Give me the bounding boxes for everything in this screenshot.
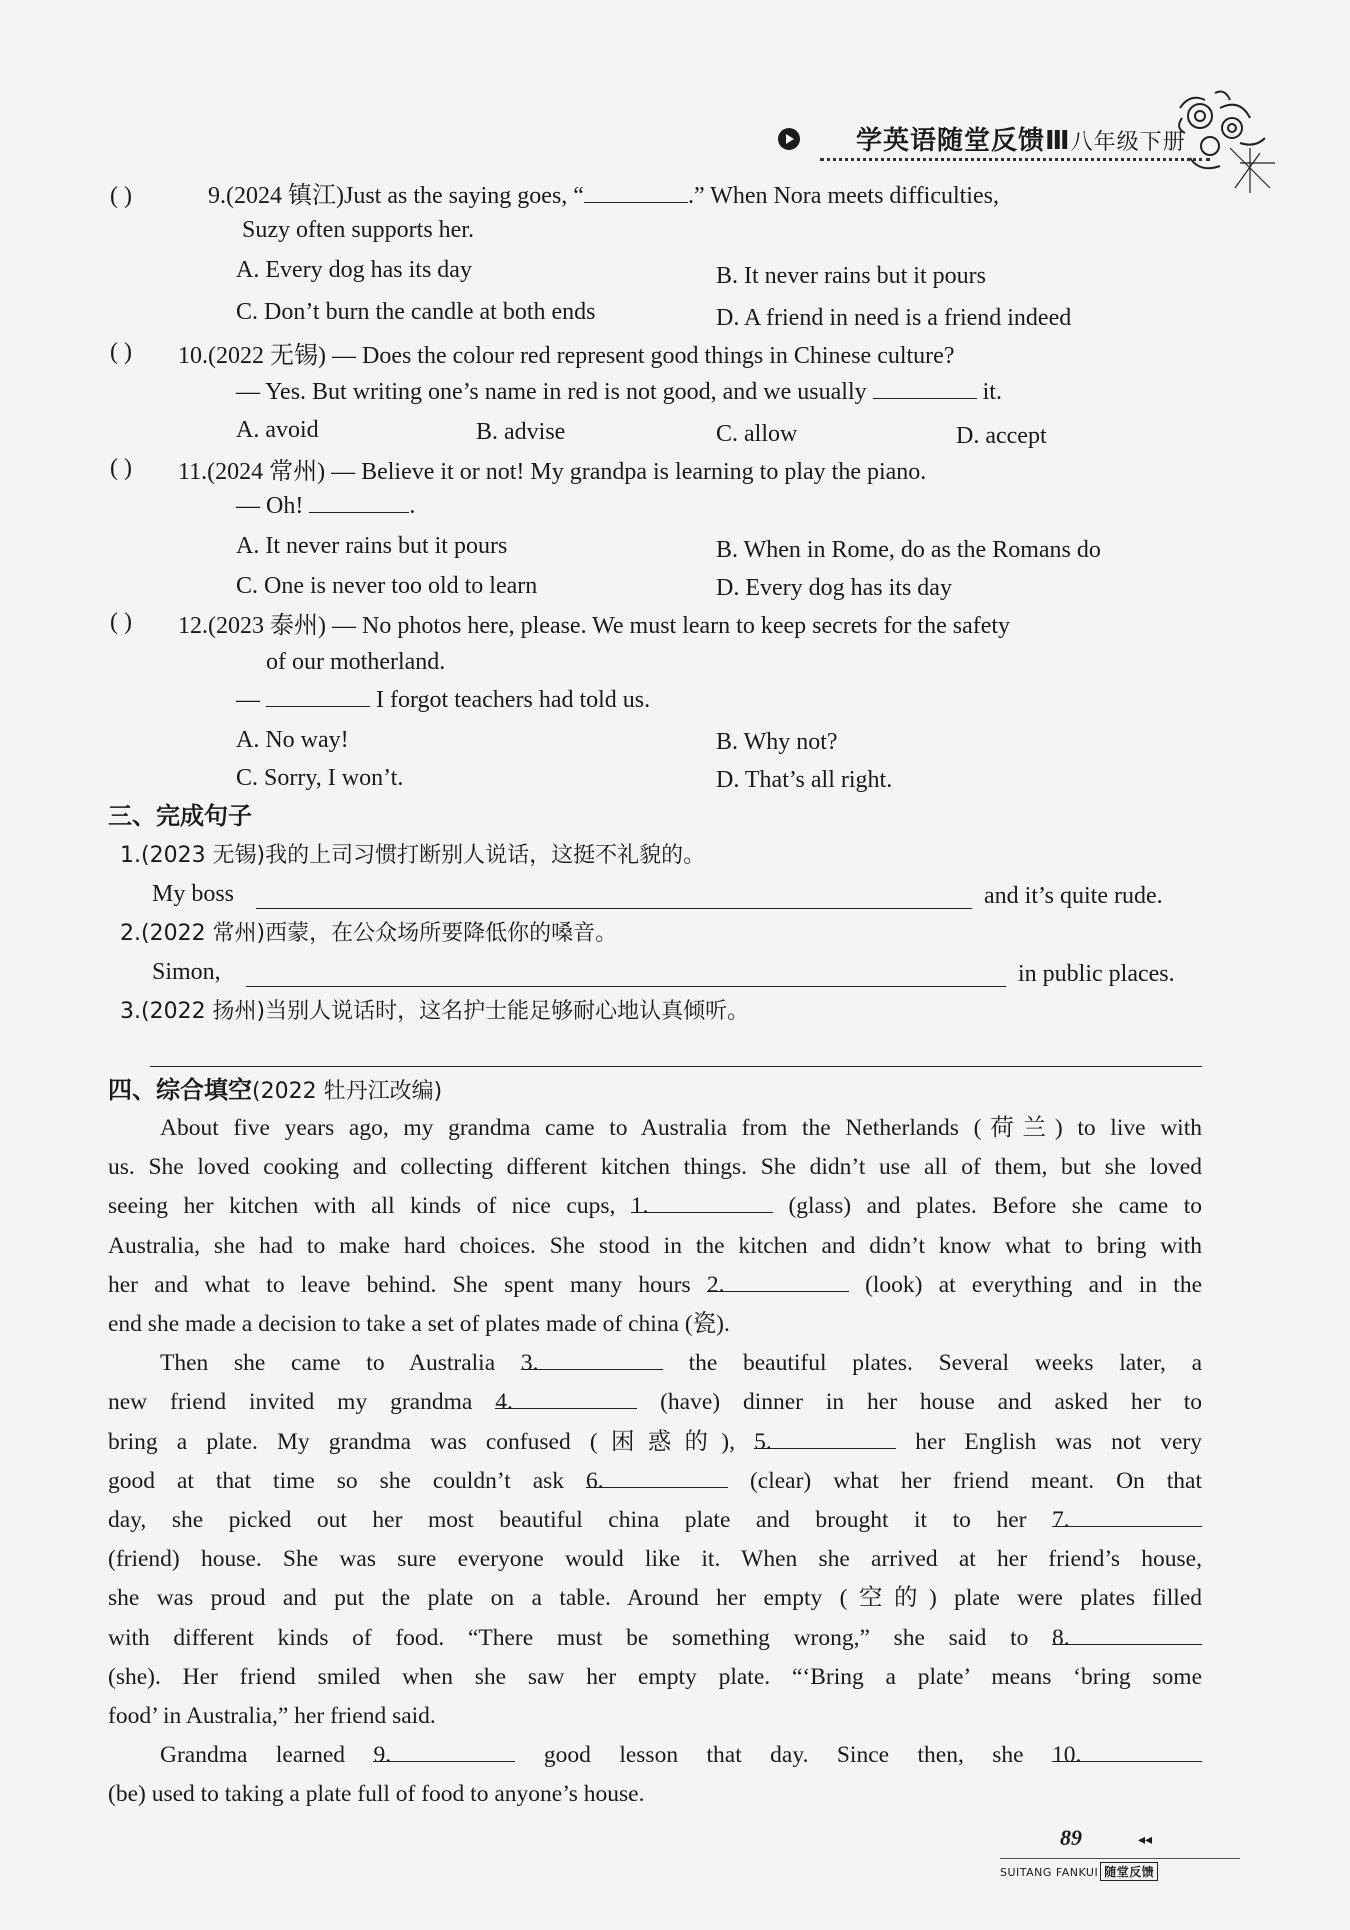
passage-line: [108, 1622, 1202, 1654]
cloze-blank-1[interactable]: [630, 1190, 773, 1220]
passage-line: [108, 1151, 1202, 1183]
q10-option-a[interactable]: A. avoid: [236, 417, 319, 443]
passage-line: [160, 1112, 1202, 1144]
cloze-blank-3[interactable]: [520, 1347, 663, 1377]
q11-stem-cont: — Oh! .: [236, 490, 415, 522]
q11-stem: 11.(2024 常州) — Believe it or not! My grandpa is learning to play the piano.: [178, 459, 927, 485]
q11-bracket[interactable]: ( ): [110, 455, 132, 481]
q11-option-c[interactable]: C. One is never too old to learn: [236, 573, 538, 599]
s1-start: My boss: [152, 881, 235, 907]
passage-text: bring a plate. My grandma was confused (困惑的),: [108, 1428, 735, 1455]
s2-end: in public places.: [1018, 961, 1175, 987]
passage-line: [160, 1347, 1202, 1379]
passage-line: [108, 1230, 1202, 1262]
passage-text: (be) used to taking a plate full of food to anyone’s house.: [108, 1781, 645, 1808]
passage-text: us. She loved cooking and collecting different kitchen things. She didn’t use all of them, but she loved: [108, 1154, 1202, 1181]
s2-prompt: 2.(2022 常州)西蒙，在公众场所要降低你的嗓音。: [120, 921, 618, 946]
s1-answer-line[interactable]: [256, 878, 972, 909]
page-arrow-icon: ◂◂: [1138, 1833, 1153, 1848]
passage-text: (clear) what her friend meant. On that: [749, 1467, 1202, 1494]
cloze-blank-number: 10.: [1052, 1742, 1082, 1769]
passage-text: seeing her kitchen with all kinds of nice cups,: [108, 1193, 616, 1220]
q10-bracket[interactable]: ( ): [110, 339, 132, 365]
passage-text: (look) at everything and in the: [865, 1271, 1202, 1298]
q12-blank[interactable]: [266, 684, 370, 707]
q9-stem: 9.(2024 镇江)Just as the saying goes, “ .” When Nora meets difficulties,: [208, 180, 999, 212]
q10-option-c[interactable]: C. allow: [716, 421, 798, 447]
q12-stem: 12.(2023 泰州) — No photos here, please. We must learn to keep secrets for the safety: [178, 613, 1011, 639]
cloze-blank-2[interactable]: [706, 1269, 849, 1298]
q10-option-b[interactable]: B. advise: [476, 419, 566, 445]
passage-text: Grandma learned: [160, 1742, 346, 1769]
passage-text: day, she picked out her most beautiful china plate and brought it to her: [108, 1507, 1027, 1533]
q10-stem-cont: — Yes. But writing one’s name in red is not good, and we usually it.: [236, 376, 1002, 408]
passage-line: [108, 1543, 1202, 1575]
passage-line: [108, 1386, 1202, 1418]
passage-line: [160, 1739, 1202, 1771]
s3-prompt: 3.(2022 扬州)当别人说话时，这名护士能足够耐心地认真倾听。: [120, 999, 750, 1024]
q12-option-c[interactable]: C. Sorry, I won’t.: [236, 765, 404, 791]
cloze-blank-9[interactable]: [373, 1739, 515, 1769]
cloze-blank-6[interactable]: [586, 1465, 728, 1494]
passage-text: she was proud and put the plate on a table. Around her empty (空的) plate were plates filled: [108, 1585, 1202, 1612]
cloze-blank-number: 5.: [754, 1428, 772, 1455]
footer-brand-box: 随堂反馈: [1100, 1862, 1158, 1881]
passage-text: new friend invited my grandma: [108, 1389, 473, 1416]
q9-blank[interactable]: [584, 180, 688, 203]
book-grade: 八年级下册: [1070, 130, 1186, 155]
q11-option-d[interactable]: D. Every dog has its day: [716, 575, 952, 601]
passage-text: food’ in Australia,” her friend said.: [108, 1703, 436, 1729]
s3-answer-line[interactable]: [150, 1034, 1202, 1067]
passage-text: Then she came to Australia: [160, 1350, 496, 1377]
passage-line: [108, 1426, 1202, 1458]
passage-line: [108, 1700, 1202, 1732]
q9-option-b[interactable]: B. It never rains but it pours: [716, 263, 986, 289]
cloze-blank-number: 4.: [495, 1389, 513, 1416]
cloze-blank-5[interactable]: [754, 1426, 896, 1455]
passage-text: her English was not very: [915, 1428, 1202, 1455]
flower-ornament-icon: [1170, 88, 1280, 198]
cloze-blank-number: 9.: [373, 1742, 392, 1769]
play-bullet-icon: [778, 128, 800, 150]
q9-option-c[interactable]: C. Don’t burn the candle at both ends: [236, 299, 596, 325]
q12-stem-cont: of our motherland.: [266, 649, 446, 675]
q9-bracket[interactable]: ( ): [110, 183, 132, 209]
passage-text: (glass) and plates. Before she came to: [788, 1193, 1202, 1220]
cloze-blank-number: 7.: [1052, 1507, 1070, 1533]
passage-line: [108, 1661, 1202, 1693]
q12-option-b[interactable]: B. Why not?: [716, 729, 838, 755]
footer-rule: [1000, 1858, 1240, 1859]
passage-line: [108, 1465, 1202, 1497]
q12-bracket[interactable]: ( ): [110, 609, 132, 635]
q12-option-a[interactable]: A. No way!: [236, 727, 349, 753]
passage-text: end she made a decision to take a set of plates made of china (瓷).: [108, 1311, 730, 1337]
q9-option-a[interactable]: A. Every dog has its day: [236, 257, 472, 283]
q12-stem-reply: — I forgot teachers had told us.: [236, 684, 650, 716]
q11-option-a[interactable]: A. It never rains but it pours: [236, 533, 508, 559]
s1-prompt: 1.(2023 无锡)我的上司习惯打断别人说话，这挺不礼貌的。: [120, 843, 706, 868]
cloze-blank-number: 6.: [586, 1467, 604, 1494]
cloze-blank-8[interactable]: [1052, 1622, 1202, 1651]
passage-text: About five years ago, my grandma came to Australia from the Netherlands (荷兰) to live with: [160, 1115, 1202, 1141]
page-number: 89: [1060, 1825, 1082, 1850]
passage-text: good at that time so she couldn’t ask: [108, 1467, 565, 1494]
passage-text: (friend) house. She was sure everyone would like it. When she arrived at her friend’s house,: [108, 1546, 1202, 1573]
passage-text: the beautiful plates. Several weeks later, a: [688, 1350, 1202, 1377]
passage-text: (have) dinner in her house and asked her to: [660, 1389, 1202, 1416]
passage-line: [108, 1190, 1202, 1222]
book-title: 学英语随堂反馈Ⅲ八年级下册: [856, 126, 1186, 156]
section3-title: 三、完成句子: [108, 802, 252, 830]
section4-heading: 四、综合填空(2022 牡丹江改编): [108, 1076, 443, 1104]
q9-option-d[interactable]: D. A friend in need is a friend indeed: [716, 305, 1072, 331]
cloze-blank-number: 2.: [706, 1271, 725, 1298]
q10-blank[interactable]: [873, 376, 977, 399]
passage-line: [108, 1504, 1202, 1536]
s1-end: and it’s quite rude.: [984, 883, 1163, 909]
cloze-blank-number: 3.: [520, 1350, 539, 1377]
cloze-blank-10[interactable]: [1052, 1739, 1202, 1769]
passage-line: [108, 1778, 1202, 1810]
passage-text: good lesson that day. Since then, she: [543, 1742, 1024, 1769]
q11-option-b[interactable]: B. When in Rome, do as the Romans do: [716, 537, 1101, 563]
q12-option-d[interactable]: D. That’s all right.: [716, 767, 893, 793]
header-dotted-rule: [820, 158, 1210, 161]
passage-text: her and what to leave behind. She spent many hours: [108, 1271, 691, 1298]
passage-text: (she). Her friend smiled when she saw her empty plate. “‘Bring a plate’ means ‘bring some: [108, 1663, 1202, 1690]
passage-line: [108, 1308, 1202, 1340]
passage-text: Australia, she had to make hard choices. She stood in the kitchen and didn’t know what to bring with: [108, 1232, 1202, 1259]
q11-blank[interactable]: [309, 490, 409, 513]
passage-line: [108, 1269, 1202, 1301]
q10-option-d[interactable]: D. accept: [956, 423, 1047, 449]
cloze-blank-7[interactable]: [1052, 1504, 1202, 1533]
cloze-blank-4[interactable]: [495, 1386, 637, 1416]
s2-start: Simon,: [152, 959, 221, 985]
cloze-blank-number: 1.: [630, 1193, 649, 1220]
q9-stem-cont: Suzy often supports her.: [242, 217, 474, 243]
passage-line: [108, 1582, 1202, 1614]
q10-stem: 10.(2022 无锡) — Does the colour red represent good things in Chinese culture?: [178, 343, 955, 369]
s2-answer-line[interactable]: [246, 956, 1006, 987]
passage-text: with different kinds of food. “There must be something wrong,” she said to: [108, 1624, 1029, 1651]
footer-brand: SUITANG FANKUI 随堂反馈: [1000, 1862, 1158, 1881]
cloze-blank-number: 8.: [1052, 1624, 1070, 1651]
